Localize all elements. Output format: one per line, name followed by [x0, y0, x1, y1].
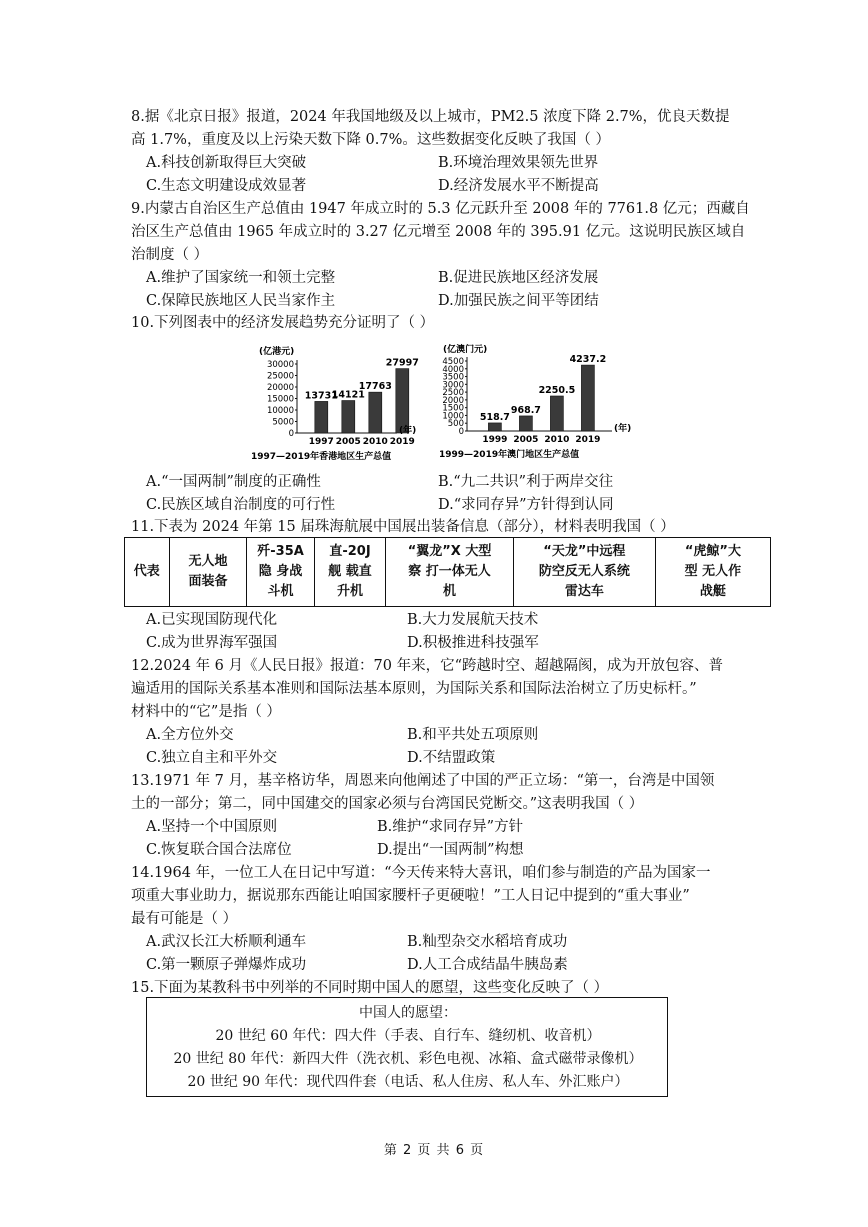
q9-stem-line1: 9.内蒙古自治区生产总值由 1947 年成立时的 5.3 亿元跃升至 2008 年的 7761.8 亿元；西藏自 [131, 201, 750, 217]
y-tick-label: 30000 [266, 360, 294, 370]
y-tick-label: 2000 [442, 395, 464, 406]
bar [550, 396, 563, 431]
q11-option-b[interactable]: B.大力发展航天技术 [407, 612, 539, 628]
q11-option-c[interactable]: C.成为世界海军强国 [146, 635, 278, 651]
q14-option-b[interactable]: B.籼型杂交水稻培育成功 [407, 934, 568, 950]
chart-title: 1997—2019年香港地区生产总值 [251, 452, 392, 462]
q10-option-d[interactable]: D.“求同存异”方针得到认同 [438, 497, 614, 513]
bar [519, 416, 532, 431]
y-tick-label: 1500 [442, 403, 464, 414]
q8-option-a[interactable]: A.科技创新取得巨大突破 [146, 155, 307, 171]
q12-option-a[interactable]: A.全方位外交 [146, 727, 234, 743]
data-label: 968.7 [510, 404, 541, 416]
q14-stem-line2: 项重大事业助力，据说那东西能让咱国家腰杆子更硬啦！”工人日记中提到的“重大事业” [131, 888, 690, 904]
wishes-line-80s: 20 世纪 80 年代：新四大件（洗衣机、彩色电视、冰箱、盒式磁带录像机） [173, 1051, 643, 1067]
x-tick-label: 2005 [335, 437, 361, 447]
q8-stem-line1: 8.据《北京日报》报道，2024 年我国地级及以上城市，PM2.5 浓度下降 2.7%，优良天数提 [131, 109, 730, 125]
bar [315, 401, 328, 433]
cell-line: 雷达车 [564, 584, 604, 599]
cell-line: “翼龙”X 大型 [407, 544, 492, 559]
table-cell [386, 538, 514, 607]
cell-line: 无人地 [188, 554, 228, 569]
wishes-line-90s: 20 世纪 90 年代：现代四件套（电话、私人住房、私人车、外汇账户） [187, 1074, 629, 1090]
bar [488, 423, 501, 431]
hong-kong-gdp-svg [245, 342, 430, 464]
wishes-title: 中国人的愿望： [359, 1005, 457, 1021]
data-label: 2250.5 [538, 384, 576, 396]
cell-line: 隐 身战 [258, 564, 303, 579]
chart-title: 1999—2019年澳门地区生产总值 [439, 450, 580, 460]
q13-stem-line2: 土的一部分；第二，同中国建交的国家必须与台湾国民党断交。”这表明我国（ ） [131, 796, 644, 812]
wishes-box [146, 997, 668, 1097]
y-axis-label: (亿港元) [259, 347, 295, 357]
macau-gdp-svg [437, 340, 637, 464]
q12-stem-line1: 12.2024 年 6 月《人民日报》报道：70 年来，它“跨越时空、超越隔阂，成为开放包容、普 [131, 658, 723, 674]
q9-option-c[interactable]: C.保障民族地区人民当家作主 [146, 293, 336, 309]
bar [396, 369, 409, 433]
y-tick-label: 4500 [442, 357, 464, 367]
cell-line: 直-20J [329, 544, 371, 559]
cell-line: “天龙”中远程 [543, 544, 626, 559]
q13-stem-line1: 13.1971 年 7 月，基辛格访华，周恩来向他阐述了中国的严正立场：“第一，台湾是中国领 [131, 773, 715, 789]
x-tick-label: 1999 [482, 435, 508, 445]
cell-line: 面装备 [188, 574, 228, 589]
data-label: 17763 [358, 381, 392, 393]
q8-option-b[interactable]: B.环境治理效果领先世界 [438, 155, 599, 171]
q14-option-c[interactable]: C.第一颗原子弹爆炸成功 [146, 957, 307, 973]
q11-option-a[interactable]: A.已实现国防现代化 [146, 612, 278, 628]
cell-line: 战艇 [699, 584, 726, 599]
y-tick-label: 1000 [442, 411, 464, 422]
q10-option-c[interactable]: C.民族区域自治制度的可行性 [146, 497, 336, 513]
q9-option-a[interactable]: A.维护了国家统一和领土完整 [146, 270, 336, 286]
bar [369, 392, 382, 433]
cell-line: 斗机 [267, 584, 294, 599]
x-axis-label: (年) [614, 424, 632, 434]
table-row [125, 538, 771, 607]
q14-stem-line1: 14.1964 年，一位工人在日记中写道：“今天传来特大喜讯，咱们参与制造的产品为国家一 [131, 865, 711, 881]
y-tick-label: 5000 [272, 417, 294, 428]
x-tick-label: 2019 [389, 437, 415, 447]
q13-option-b[interactable]: B.维护“求同存异”方针 [377, 819, 524, 835]
macau-gdp-chart [437, 340, 637, 464]
y-tick-label: 2500 [442, 388, 464, 399]
data-label: 4237.2 [569, 354, 607, 366]
table-cell [655, 538, 770, 607]
table-cell [314, 538, 386, 607]
cell-line: 机 [443, 584, 457, 599]
q12-stem-line2: 遍适用的国际关系基本准则和国际法基本原则，为国际关系和国际法治树立了历史标杆。” [131, 681, 697, 697]
q8-option-c[interactable]: C.生态文明建设成效显著 [146, 178, 307, 194]
q15-stem: 15.下面为某教科书中列举的不同时期中国人的愿望，这些变化反映了（ ） [131, 980, 609, 996]
data-label: 13731 [304, 390, 338, 402]
data-label: 27997 [385, 357, 419, 369]
y-tick-label: 4000 [442, 364, 464, 375]
bar [342, 401, 355, 433]
cell-line: 防空反无人系统 [538, 564, 630, 579]
q13-option-c[interactable]: C.恢复联合国合法席位 [146, 842, 292, 858]
cell-line: 型 无人作 [684, 564, 742, 579]
q11-stem: 11.下表为 2024 年第 15 届珠海航展中国展出装备信息（部分），材料表明我国（ ） [131, 519, 675, 535]
cell-line: 察 打一体无人 [408, 564, 491, 579]
table-cell [247, 538, 314, 607]
q13-option-d[interactable]: D.提出“一国两制”构想 [377, 842, 524, 858]
q14-option-a[interactable]: A.武汉长江大桥顺利通车 [146, 934, 307, 950]
q13-option-a[interactable]: A.坚持一个中国原则 [146, 819, 278, 835]
q9-stem-line2: 治区生产总值由 1965 年成立时的 3.27 亿元增至 2008 年的 395.91 亿元。这说明民族区域自 [131, 224, 746, 240]
y-tick-label: 0 [288, 429, 294, 439]
y-tick-label: 500 [447, 419, 464, 430]
q14-option-d[interactable]: D.人工合成结晶牛胰岛素 [407, 957, 568, 973]
x-tick-label: 2019 [575, 435, 601, 445]
cell-line: 升机 [337, 584, 364, 599]
y-tick-label: 20000 [266, 383, 294, 393]
q12-option-d[interactable]: D.不结盟政策 [407, 750, 496, 766]
q8-option-d[interactable]: D.经济发展水平不断提高 [438, 178, 599, 194]
data-label: 518.7 [479, 411, 510, 423]
q10-option-a[interactable]: A.“一国两制”制度的正确性 [146, 474, 321, 490]
cell-line: 舰 载直 [328, 564, 372, 579]
wishes-line-60s: 20 世纪 60 年代：四大件（手表、自行车、缝纫机、收音机） [215, 1028, 601, 1044]
x-tick-label: 2010 [544, 435, 570, 445]
q12-stem-line3: 材料中的“它”是指（ ） [131, 704, 281, 720]
page-number: 第 2 页 共 6 页 [383, 1143, 485, 1158]
y-tick-label: 15000 [266, 394, 294, 405]
q12-option-c[interactable]: C.独立自主和平外交 [146, 750, 278, 766]
q10-option-b[interactable]: B.“九二共识”利于两岸交往 [438, 474, 614, 490]
y-tick-label: 0 [458, 427, 464, 437]
q10-stem: 10.下列图表中的经济发展趋势充分证明了（ ） [131, 315, 435, 331]
x-axis-label: (年) [399, 426, 417, 436]
q9-option-b[interactable]: B.促进民族地区经济发展 [438, 270, 599, 286]
cell-line: “虎鲸”大 [684, 544, 741, 559]
y-tick-label: 10000 [266, 406, 294, 416]
y-tick-label: 3000 [442, 380, 464, 391]
table-cell [513, 538, 655, 607]
q12-option-b[interactable]: B.和平共处五项原则 [407, 727, 539, 743]
cell-line: 歼-35A [257, 544, 304, 559]
equipment-table [124, 537, 771, 607]
bar [581, 365, 594, 431]
q8-stem-line2: 高 1.7%，重度及以上污染天数下降 0.7%。这些数据变化反映了我国（ ） [131, 132, 611, 148]
y-tick-label: 25000 [266, 371, 294, 382]
x-tick-label: 1997 [308, 437, 334, 447]
hong-kong-gdp-chart [245, 342, 430, 464]
y-axis-label: (亿澳门元) [443, 345, 488, 355]
table-cell [169, 538, 247, 607]
table-header-cell: 代表 [125, 538, 170, 607]
q14-stem-line3: 最有可能是（ ） [131, 911, 238, 927]
y-tick-label: 3500 [442, 372, 464, 383]
x-tick-label: 2010 [362, 437, 388, 447]
data-label: 14121 [331, 389, 365, 401]
q9-stem-line3: 治制度（ ） [131, 247, 209, 263]
q11-option-d[interactable]: D.积极推进科技强军 [407, 635, 539, 651]
x-tick-label: 2005 [513, 435, 539, 445]
q9-option-d[interactable]: D.加强民族之间平等团结 [438, 293, 599, 309]
